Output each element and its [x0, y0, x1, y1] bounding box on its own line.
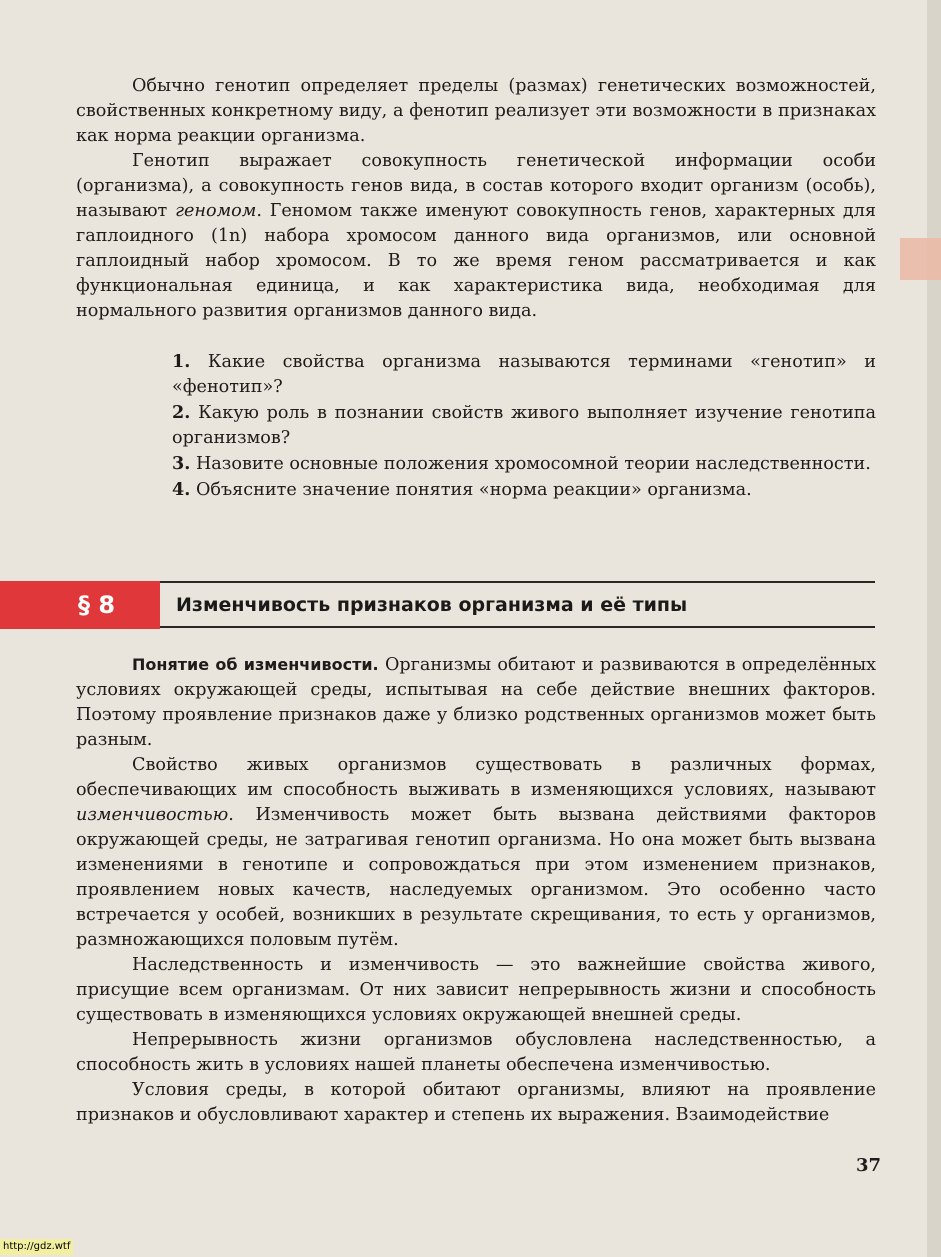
section-number: § 8 — [78, 591, 116, 619]
question-item: 3. Назовите основные положения хромосомной теории наследственности. — [172, 453, 871, 474]
question-item: 4. Объясните значение понятия «норма реакции» организма. — [172, 479, 752, 500]
section-rule-bottom — [160, 626, 875, 628]
lead-heading: Понятие об изменчивости. — [132, 655, 379, 674]
body-paragraph-1: Понятие об изменчивости. Организмы обитают и развиваются в определённых условиях окружающей среды, испытывая на себе действие внешних факторов. Поэтому проявление признаков даже у близко родственных организмов может быть разным. — [76, 655, 876, 750]
body-paragraph-3: Наследственность и изменчивость — это важнейшие свойства живого, присущие всем организмам. От них зависит непрерывность жизни и способность существовать в изменяющихся условиях окружающей внешней среды. — [76, 955, 876, 1025]
term-variability: изменчивостью — [76, 805, 229, 825]
term-genome: геномом — [175, 201, 257, 221]
intro-paragraph-1: Обычно генотип определяет пределы (размах) генетических возможностей, свойственных конкретному виду, а фенотип реализует эти возможности в признаках как норма реакции организма. — [76, 76, 876, 146]
question-item: 2. Какую роль в познании свойств живого выполняет изучение генотипа организмов? — [172, 402, 877, 448]
section-rule-top — [160, 581, 875, 583]
intro-paragraph-2: Генотип выражает совокупность генетической информации особи (организма), а совокупность генов вида, в состав которого входит организм (особь), называют геномом. Геномом также именуют совокупность генов, характерных для гаплоидного (1n) набора хромосом данного вида организмов, или основной гаплоидный набор хромосом. В то же время геном рассматривается и как функциональная единица, и как характеристика вида, необходимая для нормального развития организмов данного вида. — [76, 151, 876, 321]
section-title: Изменчивость признаков организма и её типы — [176, 594, 688, 616]
watermark-link[interactable]: http://gdz.wtf — [0, 1239, 73, 1255]
body-text — [76, 652, 876, 1128]
page-edge — [927, 0, 941, 1257]
intro-text — [76, 74, 876, 324]
body-paragraph-4: Непрерывность жизни организмов обусловлена наследственностью, а способность жить в условиях нашей планеты обеспечена изменчивостью. — [76, 1030, 876, 1075]
page-number: 37 — [856, 1155, 882, 1176]
body-paragraph-5: Условия среды, в которой обитают организмы, влияют на проявление признаков и обусловливают характер и степень их выражения. Взаимодействие — [76, 1080, 876, 1125]
edge-tab — [900, 238, 941, 280]
questions-block — [76, 349, 876, 503]
body-paragraph-2: Свойство живых организмов существовать в различных формах, обеспечивающих им способность выживать в изменяющихся условиях, называют изменчивостью. Изменчивость может быть вызвана действиями факторов окружающей среды, не затрагивая генотип организма. Но она может быть вызвана изменениями в генотипе и сопровождаться при этом изменением признаков, проявлением новых качеств, наследуемых организмом. Это особенно часто встречается у особей, возникших в результате скрещивания, то есть у организмов, размножающихся половым путём. — [76, 755, 876, 950]
question-item: 1. Какие свойства организма называются терминами «генотип» и «фенотип»? — [172, 351, 876, 397]
